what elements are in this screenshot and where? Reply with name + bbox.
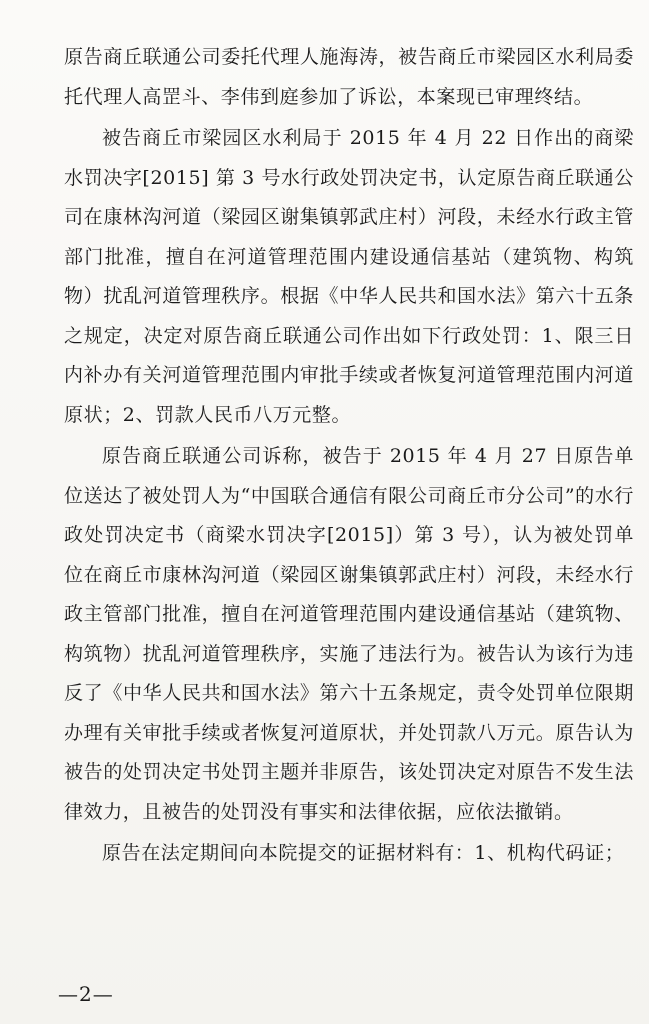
paragraph-plaintiff-claim: 原告商丘联通公司诉称，被告于 2015 年 4 月 27 日原告单位送达了被处罚人为“中国联合通信有限公司商丘市分公司”的水行政处罚决定书（商梁水罚决字[2015]）第 3 号），认为被处罚单位在商丘市康林沟河道（梁园区谢集镇郭武庄村）河段，未经水行政主管部门批准，擅自在河道管理范围内建设通信基站（建筑物、构筑物）扰乱河道管理秩序，实施了违法行为。被告认为该行为违反了《中华人民共和国水法》第六十五条规定，责令处罚单位限期办理有关审批手续或者恢复河道原状，并处罚款八万元。原告认为被告的处罚决定书处罚主题并非原告，该处罚决定对原告不发生法律效力，且被告的处罚没有事实和法律依据，应依法撤销。 xyxy=(64,445,634,823)
document-body xyxy=(64,38,634,876)
paragraph-penalty-decision: 被告商丘市梁园区水利局于 2015 年 4 月 22 日作出的商梁水罚决字[2015] 第 3 号水行政处罚决定书，认定原告商丘联通公司在康林沟河道（梁园区谢集镇郭武庄村）河段，未经水行政主管部门批准，擅自在河道管理范围内建设通信基站（建筑物、构筑物）扰乱河道管理秩序。根据《中华人民共和国水法》第六十五条之规定，决定对原告商丘联通公司作出如下行政处罚：1、限三日内补办有关河道管理范围内审批手续或者恢复河道管理范围内河道原状；2、罚款人民币八万元整。 xyxy=(64,127,634,426)
paragraph-continuation: 原告商丘联通公司委托代理人施海涛，被告商丘市梁园区水利局委托代理人高罡斗、李伟到庭参加了诉讼，本案现已审理终结。 xyxy=(64,46,634,108)
page-number: —2— xyxy=(58,982,114,1006)
paragraph-evidence: 原告在法定期间向本院提交的证据材料有：1、机构代码证； xyxy=(102,842,625,864)
